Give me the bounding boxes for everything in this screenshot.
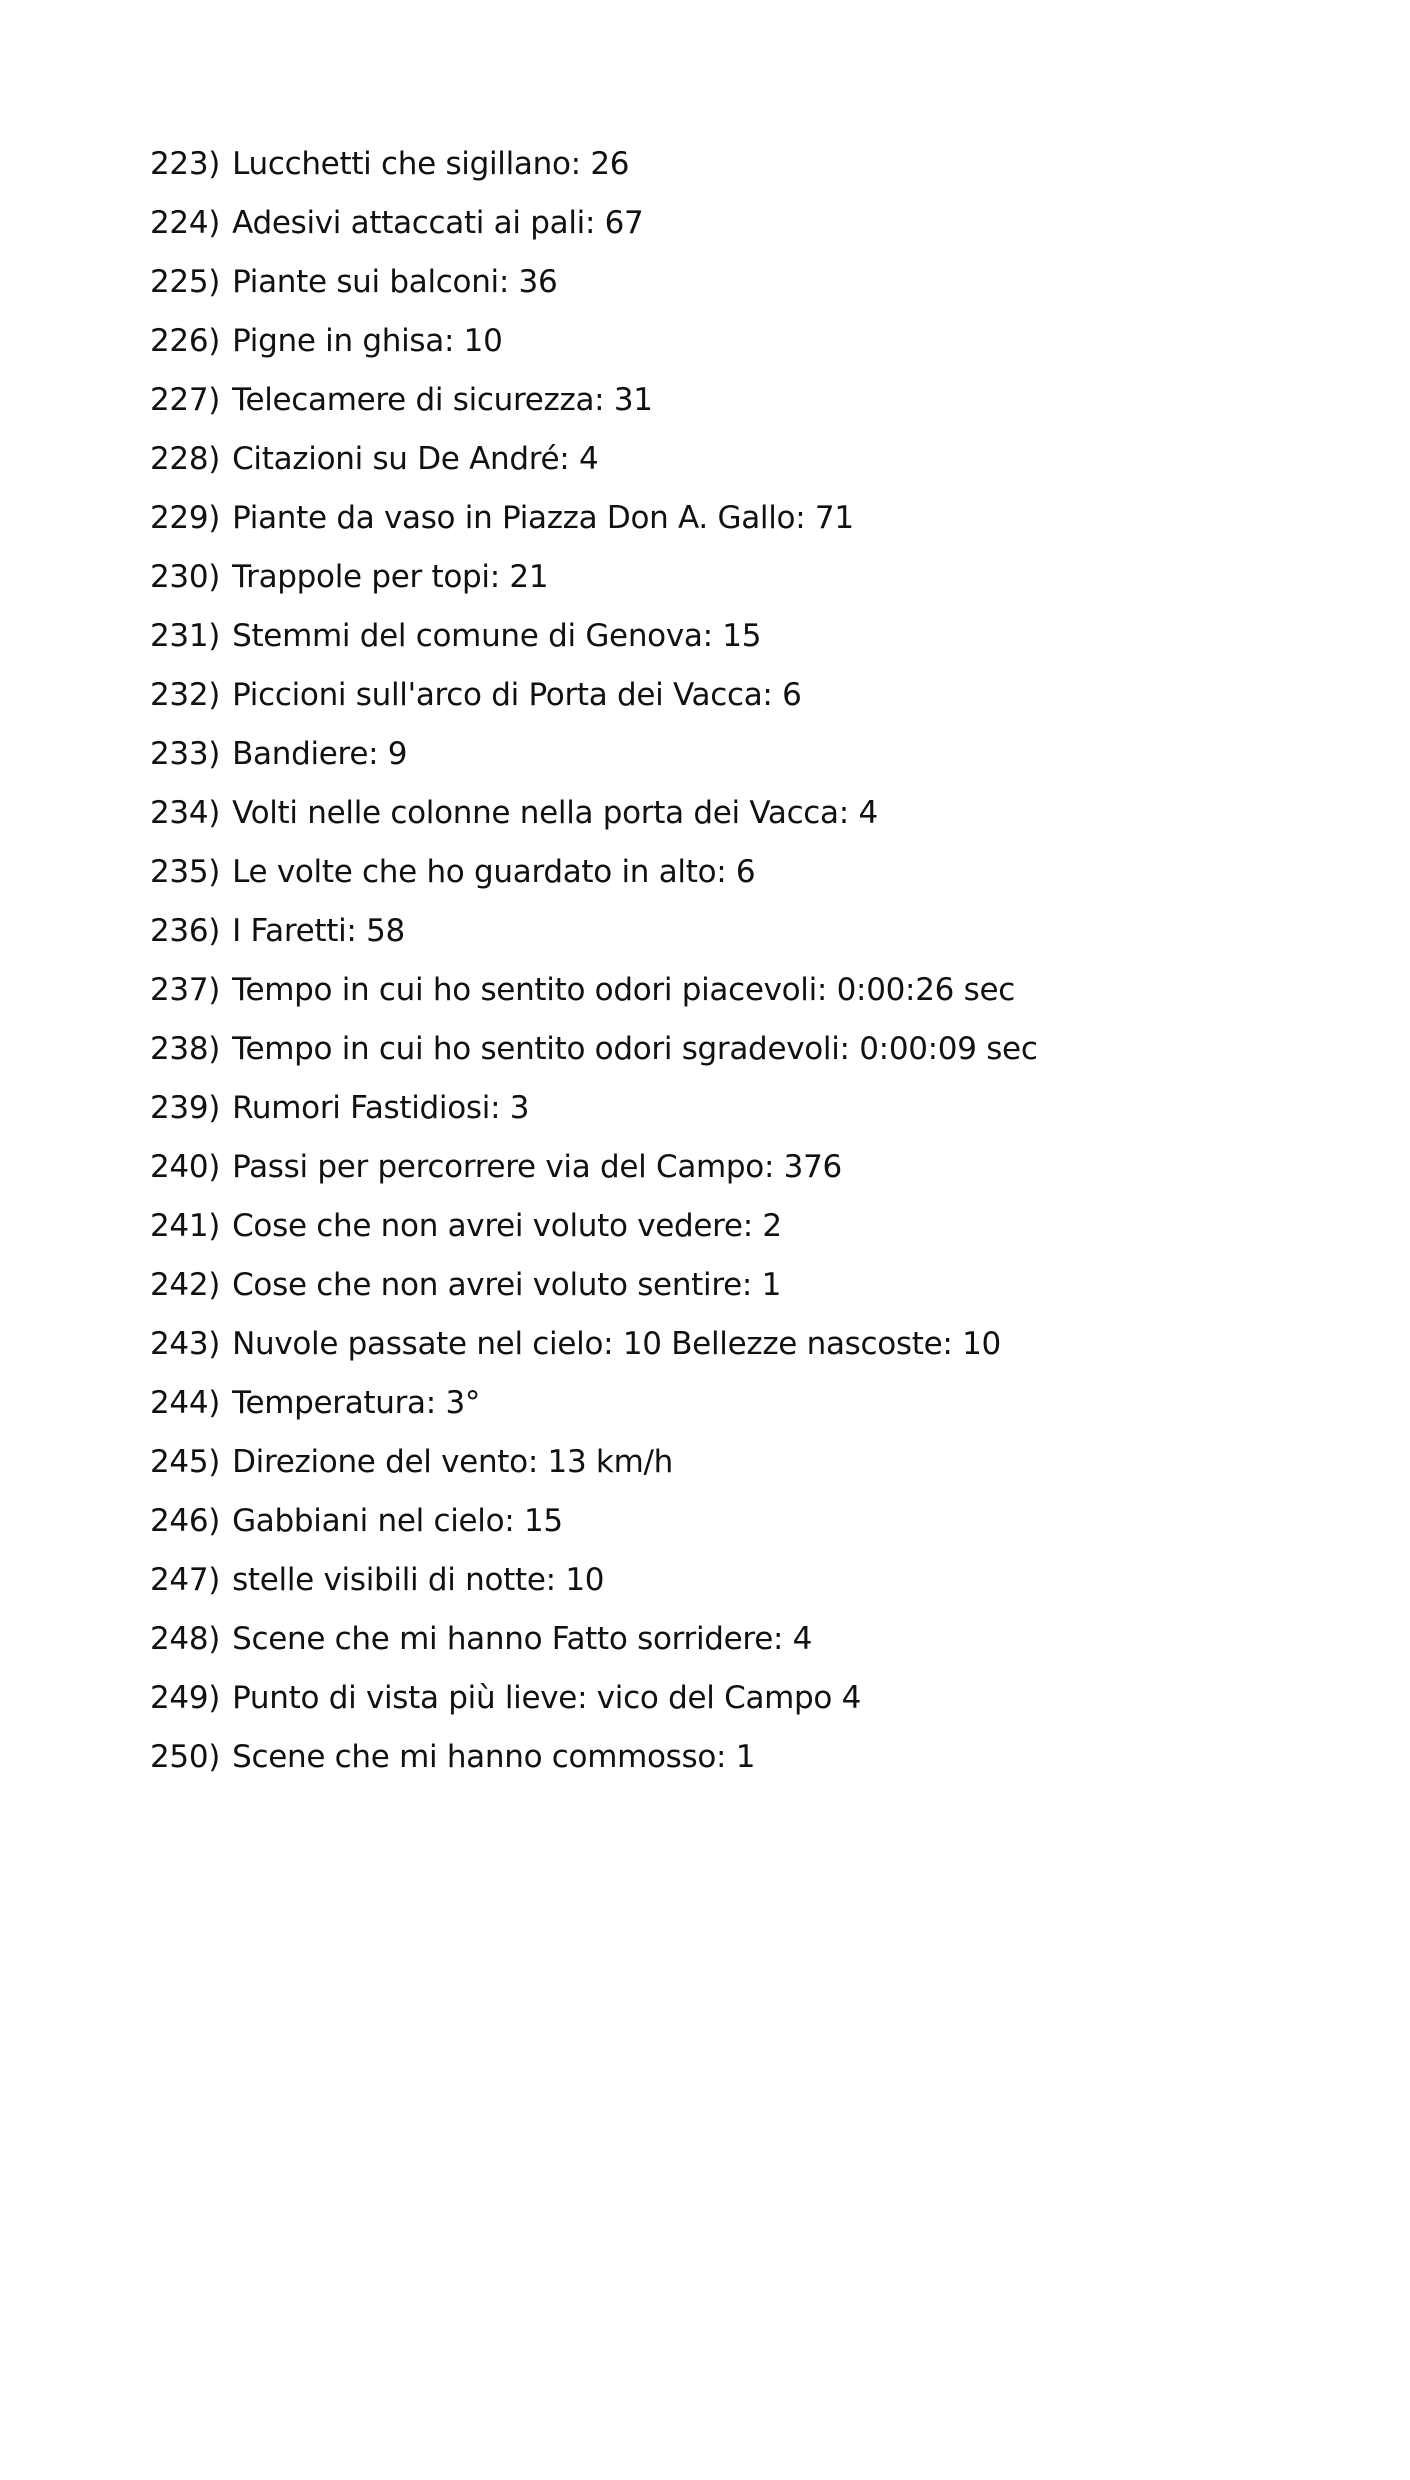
list-item: [150, 1619, 1038, 1678]
list-item: [150, 734, 1038, 793]
list-item: [150, 1147, 1038, 1206]
list-item: [150, 616, 1038, 675]
item-text: Adesivi attaccati ai pali: 67: [232, 205, 644, 241]
list-item: [150, 557, 1038, 616]
item-text: Piccioni sull'arco di Porta dei Vacca: 6: [232, 677, 802, 713]
item-text: Telecamere di sicurezza: 31: [232, 382, 653, 418]
item-text: Direzione del vento: 13 km/h: [232, 1444, 673, 1480]
list-item: [150, 970, 1038, 1029]
list-item: [150, 1324, 1038, 1383]
item-number: 246): [150, 1503, 221, 1539]
item-number: 245): [150, 1444, 221, 1480]
item-number: 241): [150, 1208, 221, 1244]
item-number: 247): [150, 1562, 221, 1598]
item-number: 225): [150, 264, 221, 300]
item-number: 231): [150, 618, 221, 654]
item-text: Stemmi del comune di Genova: 15: [232, 618, 762, 654]
item-text: Nuvole passate nel cielo: 10 Bellezze nascoste: 10: [232, 1326, 1001, 1362]
item-number: 234): [150, 795, 221, 831]
item-number: 250): [150, 1739, 221, 1775]
item-number: 242): [150, 1267, 221, 1303]
item-number: 244): [150, 1385, 221, 1421]
list-item: [150, 203, 1038, 262]
item-text: I Faretti: 58: [232, 913, 405, 949]
item-number: 243): [150, 1326, 221, 1362]
item-text: Bandiere: 9: [232, 736, 408, 772]
item-number: 228): [150, 441, 221, 477]
item-text: Citazioni su De André: 4: [232, 441, 599, 477]
list-item: [150, 380, 1038, 439]
item-number: 229): [150, 500, 221, 536]
item-number: 240): [150, 1149, 221, 1185]
item-number: 239): [150, 1090, 221, 1126]
list-item: [150, 321, 1038, 380]
list-item: [150, 1442, 1038, 1501]
item-text: Tempo in cui ho sentito odori sgradevoli: 0:00:09 sec: [232, 1031, 1038, 1067]
list-item: [150, 1501, 1038, 1560]
list-item: [150, 911, 1038, 970]
item-number: 232): [150, 677, 221, 713]
item-text: Piante sui balconi: 36: [232, 264, 558, 300]
item-number: 248): [150, 1621, 221, 1657]
item-number: 226): [150, 323, 221, 359]
list-item: [150, 262, 1038, 321]
item-text: Tempo in cui ho sentito odori piacevoli: 0:00:26 sec: [232, 972, 1015, 1008]
list-item: [150, 852, 1038, 911]
list-item: [150, 144, 1038, 203]
item-text: Passi per percorrere via del Campo: 376: [232, 1149, 842, 1185]
list-item: [150, 1206, 1038, 1265]
item-text: Scene che mi hanno commosso: 1: [232, 1739, 756, 1775]
numbered-list: [150, 144, 1038, 1796]
list-item: [150, 1678, 1038, 1737]
item-text: Le volte che ho guardato in alto: 6: [232, 854, 756, 890]
list-item: [150, 1560, 1038, 1619]
item-text: Piante da vaso in Piazza Don A. Gallo: 71: [232, 500, 854, 536]
item-number: 224): [150, 205, 221, 241]
item-text: Rumori Fastidiosi: 3: [232, 1090, 530, 1126]
item-number: 235): [150, 854, 221, 890]
item-number: 236): [150, 913, 221, 949]
item-text: Cose che non avrei voluto sentire: 1: [232, 1267, 781, 1303]
item-text: Punto di vista più lieve: vico del Campo 4: [232, 1680, 862, 1716]
item-number: 230): [150, 559, 221, 595]
item-text: Volti nelle colonne nella porta dei Vacca: 4: [232, 795, 878, 831]
item-text: Gabbiani nel cielo: 15: [232, 1503, 563, 1539]
list-item: [150, 675, 1038, 734]
item-number: 223): [150, 146, 221, 182]
list-item: [150, 1265, 1038, 1324]
list-item: [150, 1029, 1038, 1088]
list-item: [150, 498, 1038, 557]
item-text: Lucchetti che sigillano: 26: [232, 146, 630, 182]
item-number: 227): [150, 382, 221, 418]
list-item: [150, 1737, 1038, 1796]
item-text: Trappole per topi: 21: [232, 559, 549, 595]
list-item: [150, 1088, 1038, 1147]
item-text: Pigne in ghisa: 10: [232, 323, 503, 359]
item-number: 233): [150, 736, 221, 772]
item-number: 249): [150, 1680, 221, 1716]
item-text: Temperatura: 3°: [232, 1385, 481, 1421]
item-text: stelle visibili di notte: 10: [232, 1562, 605, 1598]
list-item: [150, 439, 1038, 498]
item-number: 238): [150, 1031, 221, 1067]
list-item: [150, 793, 1038, 852]
item-text: Cose che non avrei voluto vedere: 2: [232, 1208, 782, 1244]
item-number: 237): [150, 972, 221, 1008]
item-text: Scene che mi hanno Fatto sorridere: 4: [232, 1621, 813, 1657]
list-item: [150, 1383, 1038, 1442]
